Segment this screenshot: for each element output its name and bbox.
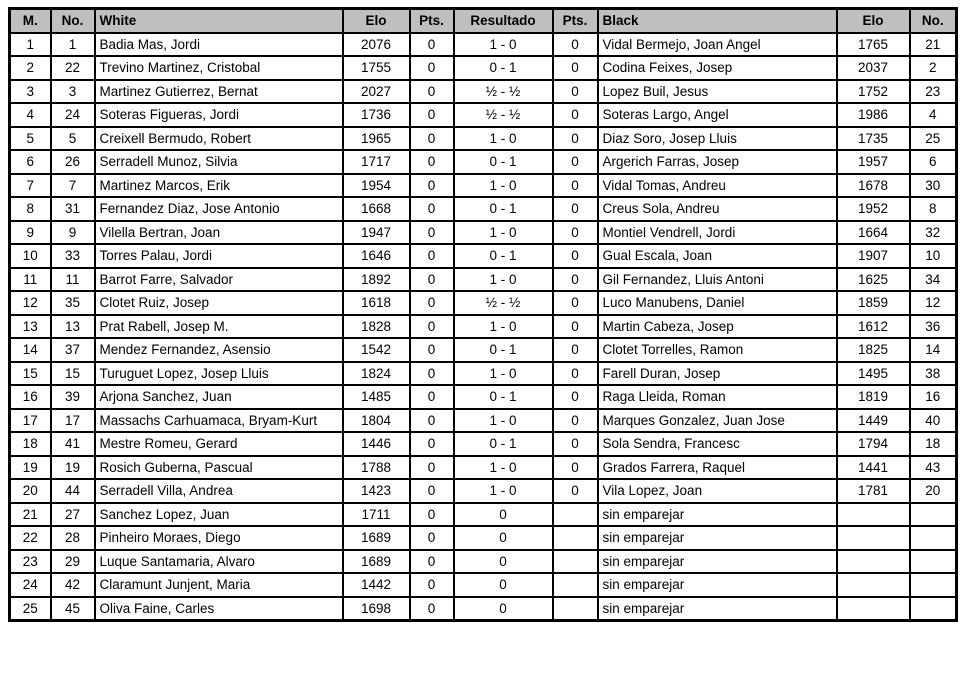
table-row bbox=[10, 291, 957, 315]
cell-black-elo bbox=[837, 503, 910, 527]
cell-white-name: Pinheiro Moraes, Diego bbox=[95, 526, 343, 550]
cell-black-number: 36 bbox=[910, 315, 957, 339]
cell-black-pts: 0 bbox=[553, 197, 598, 221]
cell-black-pts: 0 bbox=[553, 338, 598, 362]
cell-white-number: 11 bbox=[51, 268, 95, 292]
cell-black-number bbox=[910, 573, 957, 597]
col-header-black-name: Black bbox=[598, 9, 837, 33]
cell-black-number: 40 bbox=[910, 409, 957, 433]
cell-white-name: Barrot Farre, Salvador bbox=[95, 268, 343, 292]
cell-result: 1 - 0 bbox=[454, 362, 553, 386]
cell-white-pts: 0 bbox=[410, 573, 454, 597]
cell-white-name: Luque Santamaria, Alvaro bbox=[95, 550, 343, 574]
cell-black-pts bbox=[553, 503, 598, 527]
cell-white-name: Vilella Bertran, Joan bbox=[95, 221, 343, 245]
cell-white-name: Arjona Sanchez, Juan bbox=[95, 385, 343, 409]
cell-result: 0 bbox=[454, 503, 553, 527]
cell-black-name: Montiel Vendrell, Jordi bbox=[598, 221, 837, 245]
cell-black-number: 4 bbox=[910, 103, 957, 127]
cell-board-number: 19 bbox=[10, 456, 51, 480]
cell-white-pts: 0 bbox=[410, 291, 454, 315]
cell-white-number: 3 bbox=[51, 80, 95, 104]
table-row bbox=[10, 479, 957, 503]
cell-board-number: 6 bbox=[10, 150, 51, 174]
cell-white-pts: 0 bbox=[410, 338, 454, 362]
cell-black-name: Clotet Torrelles, Ramon bbox=[598, 338, 837, 362]
cell-white-pts: 0 bbox=[410, 33, 454, 57]
table-row bbox=[10, 385, 957, 409]
cell-white-number: 28 bbox=[51, 526, 95, 550]
cell-black-name: sin emparejar bbox=[598, 503, 837, 527]
col-header-white-number: No. bbox=[51, 9, 95, 33]
cell-white-number: 19 bbox=[51, 456, 95, 480]
cell-black-number: 30 bbox=[910, 174, 957, 198]
cell-black-name: Creus Sola, Andreu bbox=[598, 197, 837, 221]
table-row bbox=[10, 456, 957, 480]
cell-white-pts: 0 bbox=[410, 550, 454, 574]
cell-black-name: Lopez Buil, Jesus bbox=[598, 80, 837, 104]
cell-black-pts: 0 bbox=[553, 174, 598, 198]
cell-result: ½ - ½ bbox=[454, 80, 553, 104]
cell-black-name: Argerich Farras, Josep bbox=[598, 150, 837, 174]
cell-black-name: Vidal Bermejo, Joan Angel bbox=[598, 33, 837, 57]
cell-white-elo: 1717 bbox=[343, 150, 410, 174]
cell-white-pts: 0 bbox=[410, 362, 454, 386]
cell-black-name: Gil Fernandez, Lluis Antoni bbox=[598, 268, 837, 292]
cell-white-elo: 1788 bbox=[343, 456, 410, 480]
cell-result: 0 - 1 bbox=[454, 338, 553, 362]
cell-black-pts: 0 bbox=[553, 80, 598, 104]
cell-black-number: 18 bbox=[910, 432, 957, 456]
cell-black-elo: 1752 bbox=[837, 80, 910, 104]
cell-black-pts: 0 bbox=[553, 315, 598, 339]
cell-black-number: 32 bbox=[910, 221, 957, 245]
cell-board-number: 12 bbox=[10, 291, 51, 315]
cell-white-elo: 1618 bbox=[343, 291, 410, 315]
cell-black-pts: 0 bbox=[553, 409, 598, 433]
cell-white-name: Prat Rabell, Josep M. bbox=[95, 315, 343, 339]
cell-black-name: sin emparejar bbox=[598, 573, 837, 597]
cell-result: 1 - 0 bbox=[454, 456, 553, 480]
table-row bbox=[10, 503, 957, 527]
cell-black-number: 16 bbox=[910, 385, 957, 409]
cell-white-elo: 1947 bbox=[343, 221, 410, 245]
cell-white-number: 39 bbox=[51, 385, 95, 409]
cell-white-elo: 2076 bbox=[343, 33, 410, 57]
cell-white-elo: 1668 bbox=[343, 197, 410, 221]
cell-white-name: Soteras Figueras, Jordi bbox=[95, 103, 343, 127]
cell-black-elo: 2037 bbox=[837, 56, 910, 80]
cell-white-name: Rosich Guberna, Pascual bbox=[95, 456, 343, 480]
cell-board-number: 3 bbox=[10, 80, 51, 104]
cell-white-name: Mendez Fernandez, Asensio bbox=[95, 338, 343, 362]
cell-black-name: Martin Cabeza, Josep bbox=[598, 315, 837, 339]
cell-black-number: 25 bbox=[910, 127, 957, 151]
cell-black-elo: 1495 bbox=[837, 362, 910, 386]
cell-black-elo: 1781 bbox=[837, 479, 910, 503]
table-row bbox=[10, 550, 957, 574]
cell-white-pts: 0 bbox=[410, 503, 454, 527]
col-header-black-elo: Elo bbox=[837, 9, 910, 33]
cell-white-elo: 1646 bbox=[343, 244, 410, 268]
pairings-table bbox=[8, 7, 958, 622]
cell-white-name: Badia Mas, Jordi bbox=[95, 33, 343, 57]
cell-board-number: 24 bbox=[10, 573, 51, 597]
cell-white-elo: 1423 bbox=[343, 479, 410, 503]
cell-black-number: 6 bbox=[910, 150, 957, 174]
cell-white-elo: 1485 bbox=[343, 385, 410, 409]
table-row bbox=[10, 56, 957, 80]
cell-black-elo: 1441 bbox=[837, 456, 910, 480]
cell-board-number: 18 bbox=[10, 432, 51, 456]
cell-white-pts: 0 bbox=[410, 150, 454, 174]
cell-black-name: Soteras Largo, Angel bbox=[598, 103, 837, 127]
cell-white-elo: 1965 bbox=[343, 127, 410, 151]
cell-white-name: Trevino Martinez, Cristobal bbox=[95, 56, 343, 80]
cell-black-elo bbox=[837, 597, 910, 621]
header-row bbox=[10, 9, 957, 33]
cell-black-pts: 0 bbox=[553, 33, 598, 57]
cell-board-number: 16 bbox=[10, 385, 51, 409]
cell-board-number: 5 bbox=[10, 127, 51, 151]
cell-board-number: 1 bbox=[10, 33, 51, 57]
cell-white-name: Massachs Carhuamaca, Bryam-Kurt bbox=[95, 409, 343, 433]
cell-white-elo: 1804 bbox=[343, 409, 410, 433]
cell-black-number: 23 bbox=[910, 80, 957, 104]
cell-black-elo: 1794 bbox=[837, 432, 910, 456]
cell-white-pts: 0 bbox=[410, 56, 454, 80]
cell-board-number: 9 bbox=[10, 221, 51, 245]
table-row bbox=[10, 409, 957, 433]
table-row bbox=[10, 197, 957, 221]
cell-white-elo: 1892 bbox=[343, 268, 410, 292]
cell-white-elo: 1698 bbox=[343, 597, 410, 621]
cell-white-number: 33 bbox=[51, 244, 95, 268]
cell-white-pts: 0 bbox=[410, 526, 454, 550]
cell-white-pts: 0 bbox=[410, 244, 454, 268]
cell-board-number: 2 bbox=[10, 56, 51, 80]
cell-board-number: 14 bbox=[10, 338, 51, 362]
cell-white-number: 15 bbox=[51, 362, 95, 386]
cell-white-name: Serradell Munoz, Silvia bbox=[95, 150, 343, 174]
table-row bbox=[10, 221, 957, 245]
cell-board-number: 7 bbox=[10, 174, 51, 198]
cell-result: 0 - 1 bbox=[454, 385, 553, 409]
cell-black-number: 8 bbox=[910, 197, 957, 221]
cell-black-elo: 1612 bbox=[837, 315, 910, 339]
cell-black-elo: 1825 bbox=[837, 338, 910, 362]
cell-black-number: 34 bbox=[910, 268, 957, 292]
cell-white-name: Fernandez Diaz, Jose Antonio bbox=[95, 197, 343, 221]
col-header-white-name: White bbox=[95, 9, 343, 33]
cell-white-number: 7 bbox=[51, 174, 95, 198]
cell-black-number: 12 bbox=[910, 291, 957, 315]
cell-result: 0 - 1 bbox=[454, 197, 553, 221]
cell-white-name: Serradell Villa, Andrea bbox=[95, 479, 343, 503]
cell-white-number: 35 bbox=[51, 291, 95, 315]
cell-black-number bbox=[910, 503, 957, 527]
cell-black-pts: 0 bbox=[553, 456, 598, 480]
cell-white-number: 13 bbox=[51, 315, 95, 339]
cell-black-name: sin emparejar bbox=[598, 550, 837, 574]
cell-black-pts: 0 bbox=[553, 103, 598, 127]
cell-black-pts: 0 bbox=[553, 479, 598, 503]
cell-black-elo: 1678 bbox=[837, 174, 910, 198]
cell-result: 1 - 0 bbox=[454, 409, 553, 433]
cell-white-number: 42 bbox=[51, 573, 95, 597]
cell-white-number: 26 bbox=[51, 150, 95, 174]
cell-white-number: 44 bbox=[51, 479, 95, 503]
cell-white-name: Oliva Faine, Carles bbox=[95, 597, 343, 621]
cell-white-number: 45 bbox=[51, 597, 95, 621]
cell-white-pts: 0 bbox=[410, 597, 454, 621]
cell-white-elo: 1824 bbox=[343, 362, 410, 386]
cell-black-elo: 1952 bbox=[837, 197, 910, 221]
cell-black-name: Marques Gonzalez, Juan Jose bbox=[598, 409, 837, 433]
cell-white-number: 29 bbox=[51, 550, 95, 574]
cell-result: ½ - ½ bbox=[454, 103, 553, 127]
cell-black-elo: 1859 bbox=[837, 291, 910, 315]
cell-white-elo: 1711 bbox=[343, 503, 410, 527]
cell-board-number: 13 bbox=[10, 315, 51, 339]
cell-white-pts: 0 bbox=[410, 315, 454, 339]
cell-white-pts: 0 bbox=[410, 409, 454, 433]
cell-board-number: 17 bbox=[10, 409, 51, 433]
cell-white-name: Claramunt Junjent, Maria bbox=[95, 573, 343, 597]
table-row bbox=[10, 33, 957, 57]
cell-white-elo: 1689 bbox=[343, 526, 410, 550]
table-row bbox=[10, 150, 957, 174]
cell-result: 1 - 0 bbox=[454, 127, 553, 151]
cell-black-name: Gual Escala, Joan bbox=[598, 244, 837, 268]
cell-white-name: Clotet Ruiz, Josep bbox=[95, 291, 343, 315]
table-row bbox=[10, 573, 957, 597]
cell-result: 0 - 1 bbox=[454, 150, 553, 174]
cell-board-number: 15 bbox=[10, 362, 51, 386]
cell-black-number: 2 bbox=[910, 56, 957, 80]
table-row bbox=[10, 80, 957, 104]
cell-black-elo: 1986 bbox=[837, 103, 910, 127]
cell-white-pts: 0 bbox=[410, 479, 454, 503]
col-header-black-number: No. bbox=[910, 9, 957, 33]
col-header-white-pts: Pts. bbox=[410, 9, 454, 33]
cell-white-name: Torres Palau, Jordi bbox=[95, 244, 343, 268]
cell-black-name: Vidal Tomas, Andreu bbox=[598, 174, 837, 198]
cell-white-elo: 1542 bbox=[343, 338, 410, 362]
cell-white-pts: 0 bbox=[410, 127, 454, 151]
cell-black-number bbox=[910, 526, 957, 550]
cell-board-number: 11 bbox=[10, 268, 51, 292]
cell-black-pts: 0 bbox=[553, 291, 598, 315]
cell-black-elo bbox=[837, 550, 910, 574]
cell-white-name: Mestre Romeu, Gerard bbox=[95, 432, 343, 456]
table-row bbox=[10, 338, 957, 362]
cell-black-name: Vila Lopez, Joan bbox=[598, 479, 837, 503]
cell-black-pts bbox=[553, 550, 598, 574]
cell-result: 0 - 1 bbox=[454, 244, 553, 268]
cell-board-number: 8 bbox=[10, 197, 51, 221]
cell-black-pts: 0 bbox=[553, 150, 598, 174]
cell-board-number: 22 bbox=[10, 526, 51, 550]
cell-white-pts: 0 bbox=[410, 268, 454, 292]
cell-black-pts bbox=[553, 526, 598, 550]
cell-black-pts bbox=[553, 573, 598, 597]
cell-black-elo: 1625 bbox=[837, 268, 910, 292]
cell-white-number: 1 bbox=[51, 33, 95, 57]
cell-board-number: 4 bbox=[10, 103, 51, 127]
cell-white-elo: 1446 bbox=[343, 432, 410, 456]
cell-board-number: 25 bbox=[10, 597, 51, 621]
cell-board-number: 20 bbox=[10, 479, 51, 503]
cell-white-elo: 1828 bbox=[343, 315, 410, 339]
cell-white-elo: 1736 bbox=[343, 103, 410, 127]
cell-black-pts: 0 bbox=[553, 56, 598, 80]
cell-white-elo: 1954 bbox=[343, 174, 410, 198]
cell-black-elo bbox=[837, 526, 910, 550]
cell-black-name: Farell Duran, Josep bbox=[598, 362, 837, 386]
cell-black-number bbox=[910, 597, 957, 621]
cell-white-pts: 0 bbox=[410, 197, 454, 221]
cell-black-name: Sola Sendra, Francesc bbox=[598, 432, 837, 456]
cell-black-pts: 0 bbox=[553, 385, 598, 409]
cell-white-pts: 0 bbox=[410, 432, 454, 456]
col-header-white-elo: Elo bbox=[343, 9, 410, 33]
cell-black-elo: 1735 bbox=[837, 127, 910, 151]
cell-result: 0 - 1 bbox=[454, 432, 553, 456]
cell-white-pts: 0 bbox=[410, 103, 454, 127]
cell-white-pts: 0 bbox=[410, 456, 454, 480]
col-header-result: Resultado bbox=[454, 9, 553, 33]
cell-black-elo: 1664 bbox=[837, 221, 910, 245]
cell-black-name: Grados Farrera, Raquel bbox=[598, 456, 837, 480]
cell-board-number: 10 bbox=[10, 244, 51, 268]
cell-black-elo: 1957 bbox=[837, 150, 910, 174]
cell-result: 1 - 0 bbox=[454, 221, 553, 245]
cell-black-elo bbox=[837, 573, 910, 597]
cell-result: 1 - 0 bbox=[454, 315, 553, 339]
table-row bbox=[10, 174, 957, 198]
cell-white-number: 24 bbox=[51, 103, 95, 127]
table-row bbox=[10, 268, 957, 292]
cell-black-pts: 0 bbox=[553, 127, 598, 151]
cell-white-pts: 0 bbox=[410, 80, 454, 104]
table-row bbox=[10, 127, 957, 151]
cell-white-number: 27 bbox=[51, 503, 95, 527]
cell-white-number: 41 bbox=[51, 432, 95, 456]
cell-white-number: 9 bbox=[51, 221, 95, 245]
col-header-board-number: M. bbox=[10, 9, 51, 33]
col-header-black-pts: Pts. bbox=[553, 9, 598, 33]
cell-white-number: 22 bbox=[51, 56, 95, 80]
cell-white-number: 31 bbox=[51, 197, 95, 221]
cell-black-name: Raga Lleida, Roman bbox=[598, 385, 837, 409]
table-row bbox=[10, 103, 957, 127]
cell-board-number: 21 bbox=[10, 503, 51, 527]
cell-black-pts: 0 bbox=[553, 362, 598, 386]
cell-white-name: Turuguet Lopez, Josep Lluis bbox=[95, 362, 343, 386]
cell-black-name: sin emparejar bbox=[598, 597, 837, 621]
cell-result: 0 - 1 bbox=[454, 56, 553, 80]
table-row bbox=[10, 526, 957, 550]
cell-black-number: 38 bbox=[910, 362, 957, 386]
table-row bbox=[10, 362, 957, 386]
cell-black-pts: 0 bbox=[553, 432, 598, 456]
cell-white-elo: 1442 bbox=[343, 573, 410, 597]
cell-black-elo: 1907 bbox=[837, 244, 910, 268]
cell-black-name: Luco Manubens, Daniel bbox=[598, 291, 837, 315]
cell-white-name: Martinez Marcos, Erik bbox=[95, 174, 343, 198]
cell-black-number: 43 bbox=[910, 456, 957, 480]
cell-white-pts: 0 bbox=[410, 174, 454, 198]
table-row bbox=[10, 244, 957, 268]
cell-result: 0 bbox=[454, 573, 553, 597]
cell-black-number: 14 bbox=[910, 338, 957, 362]
table-row bbox=[10, 597, 957, 621]
cell-black-number: 20 bbox=[910, 479, 957, 503]
cell-white-name: Martinez Gutierrez, Bernat bbox=[95, 80, 343, 104]
cell-result: 0 bbox=[454, 526, 553, 550]
cell-result: 0 bbox=[454, 550, 553, 574]
cell-result: 1 - 0 bbox=[454, 33, 553, 57]
cell-black-elo: 1765 bbox=[837, 33, 910, 57]
cell-white-name: Sanchez Lopez, Juan bbox=[95, 503, 343, 527]
cell-white-elo: 1689 bbox=[343, 550, 410, 574]
cell-result: 0 bbox=[454, 597, 553, 621]
cell-result: ½ - ½ bbox=[454, 291, 553, 315]
cell-white-pts: 0 bbox=[410, 221, 454, 245]
cell-white-number: 5 bbox=[51, 127, 95, 151]
cell-white-number: 37 bbox=[51, 338, 95, 362]
cell-white-elo: 2027 bbox=[343, 80, 410, 104]
cell-black-elo: 1819 bbox=[837, 385, 910, 409]
cell-result: 1 - 0 bbox=[454, 174, 553, 198]
cell-black-pts: 0 bbox=[553, 221, 598, 245]
cell-black-number: 21 bbox=[910, 33, 957, 57]
cell-black-number: 10 bbox=[910, 244, 957, 268]
cell-result: 1 - 0 bbox=[454, 479, 553, 503]
cell-board-number: 23 bbox=[10, 550, 51, 574]
cell-white-pts: 0 bbox=[410, 385, 454, 409]
cell-black-name: Codina Feixes, Josep bbox=[598, 56, 837, 80]
cell-result: 1 - 0 bbox=[454, 268, 553, 292]
cell-black-number bbox=[910, 550, 957, 574]
cell-black-name: sin emparejar bbox=[598, 526, 837, 550]
cell-white-name: Creixell Bermudo, Robert bbox=[95, 127, 343, 151]
cell-white-number: 17 bbox=[51, 409, 95, 433]
cell-black-name: Diaz Soro, Josep Lluis bbox=[598, 127, 837, 151]
cell-black-pts bbox=[553, 597, 598, 621]
cell-black-pts: 0 bbox=[553, 268, 598, 292]
table-row bbox=[10, 432, 957, 456]
cell-white-elo: 1755 bbox=[343, 56, 410, 80]
cell-black-pts: 0 bbox=[553, 244, 598, 268]
table-row bbox=[10, 315, 957, 339]
cell-black-elo: 1449 bbox=[837, 409, 910, 433]
